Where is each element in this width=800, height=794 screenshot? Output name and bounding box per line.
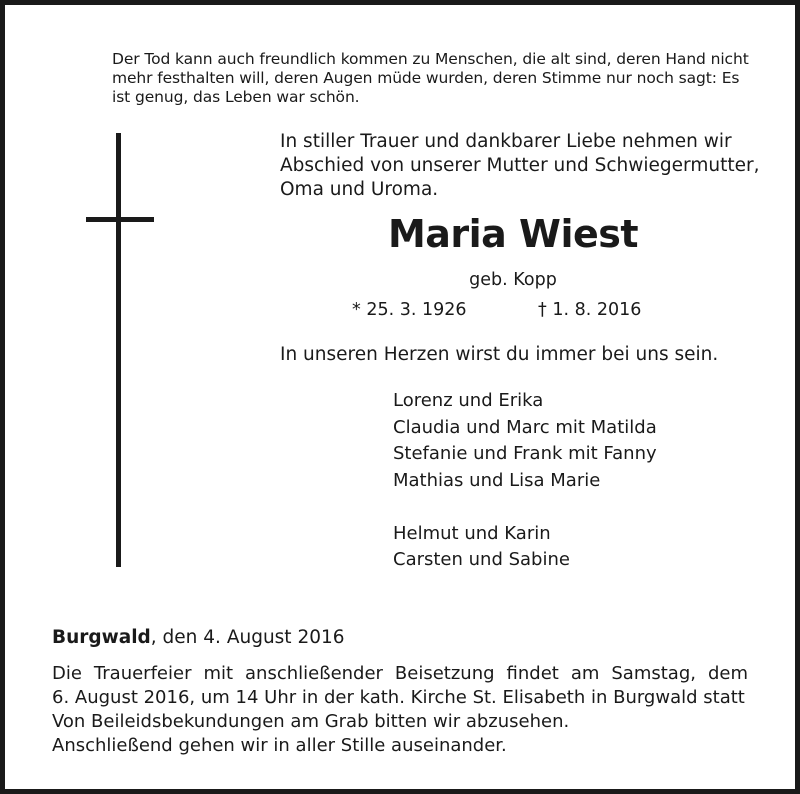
funeral-line: Die Trauerfeier mit anschließender Beisetzung findet am Samstag, dem (52, 663, 748, 684)
mourner-entry: Stefanie und Frank mit Fanny (393, 443, 657, 464)
intro-text: In stiller Trauer und dankbarer Liebe nehmen wir Abschied von unserer Mutter und Schwiegermutter, Oma und Uroma. (280, 131, 760, 200)
funeral-line: Anschließend gehen wir in aller Stille auseinander. (52, 735, 507, 756)
funeral-info (52, 662, 748, 758)
date-text: , den 4. August 2016 (150, 627, 345, 648)
mourners-list (393, 388, 753, 574)
funeral-line: 6. August 2016, um 14 Uhr in der kath. Kirche St. Elisabeth in Burgwald statt (52, 687, 745, 708)
maiden-name: geb. Kopp (469, 270, 557, 290)
motto-text: Der Tod kann auch freundlich kommen zu Menschen, die alt sind, deren Hand nicht mehr festhalten will, deren Augen müde wurden, deren Stimme nur noch sagt: Es ist genug, das Leben war schön. (112, 50, 749, 106)
death-date: † 1. 8. 2016 (538, 300, 642, 320)
funeral-line: Von Beileidsbekundungen am Grab bitten wir abzusehen. (52, 711, 570, 732)
mourner-entry: Carsten und Sabine (393, 549, 570, 570)
mourner-entry: Mathias und Lisa Marie (393, 469, 601, 491)
mourners-spacer (393, 494, 753, 521)
mourner-entry: Lorenz und Erika (393, 390, 544, 411)
deceased-name: Maria Wiest (387, 212, 639, 256)
birth-date: * 25. 3. 1926 (352, 300, 467, 320)
place-name: Burgwald (52, 627, 151, 648)
cross-horizontal-bar (86, 217, 154, 222)
place-date-line (52, 626, 752, 650)
cross-vertical-bar (116, 133, 121, 567)
memorial-line: In unseren Herzen wirst du immer bei uns sein. (280, 344, 719, 365)
mourner-entry: Helmut und Karin (393, 522, 551, 544)
mourner-entry: Claudia und Marc mit Matilda (393, 416, 657, 438)
